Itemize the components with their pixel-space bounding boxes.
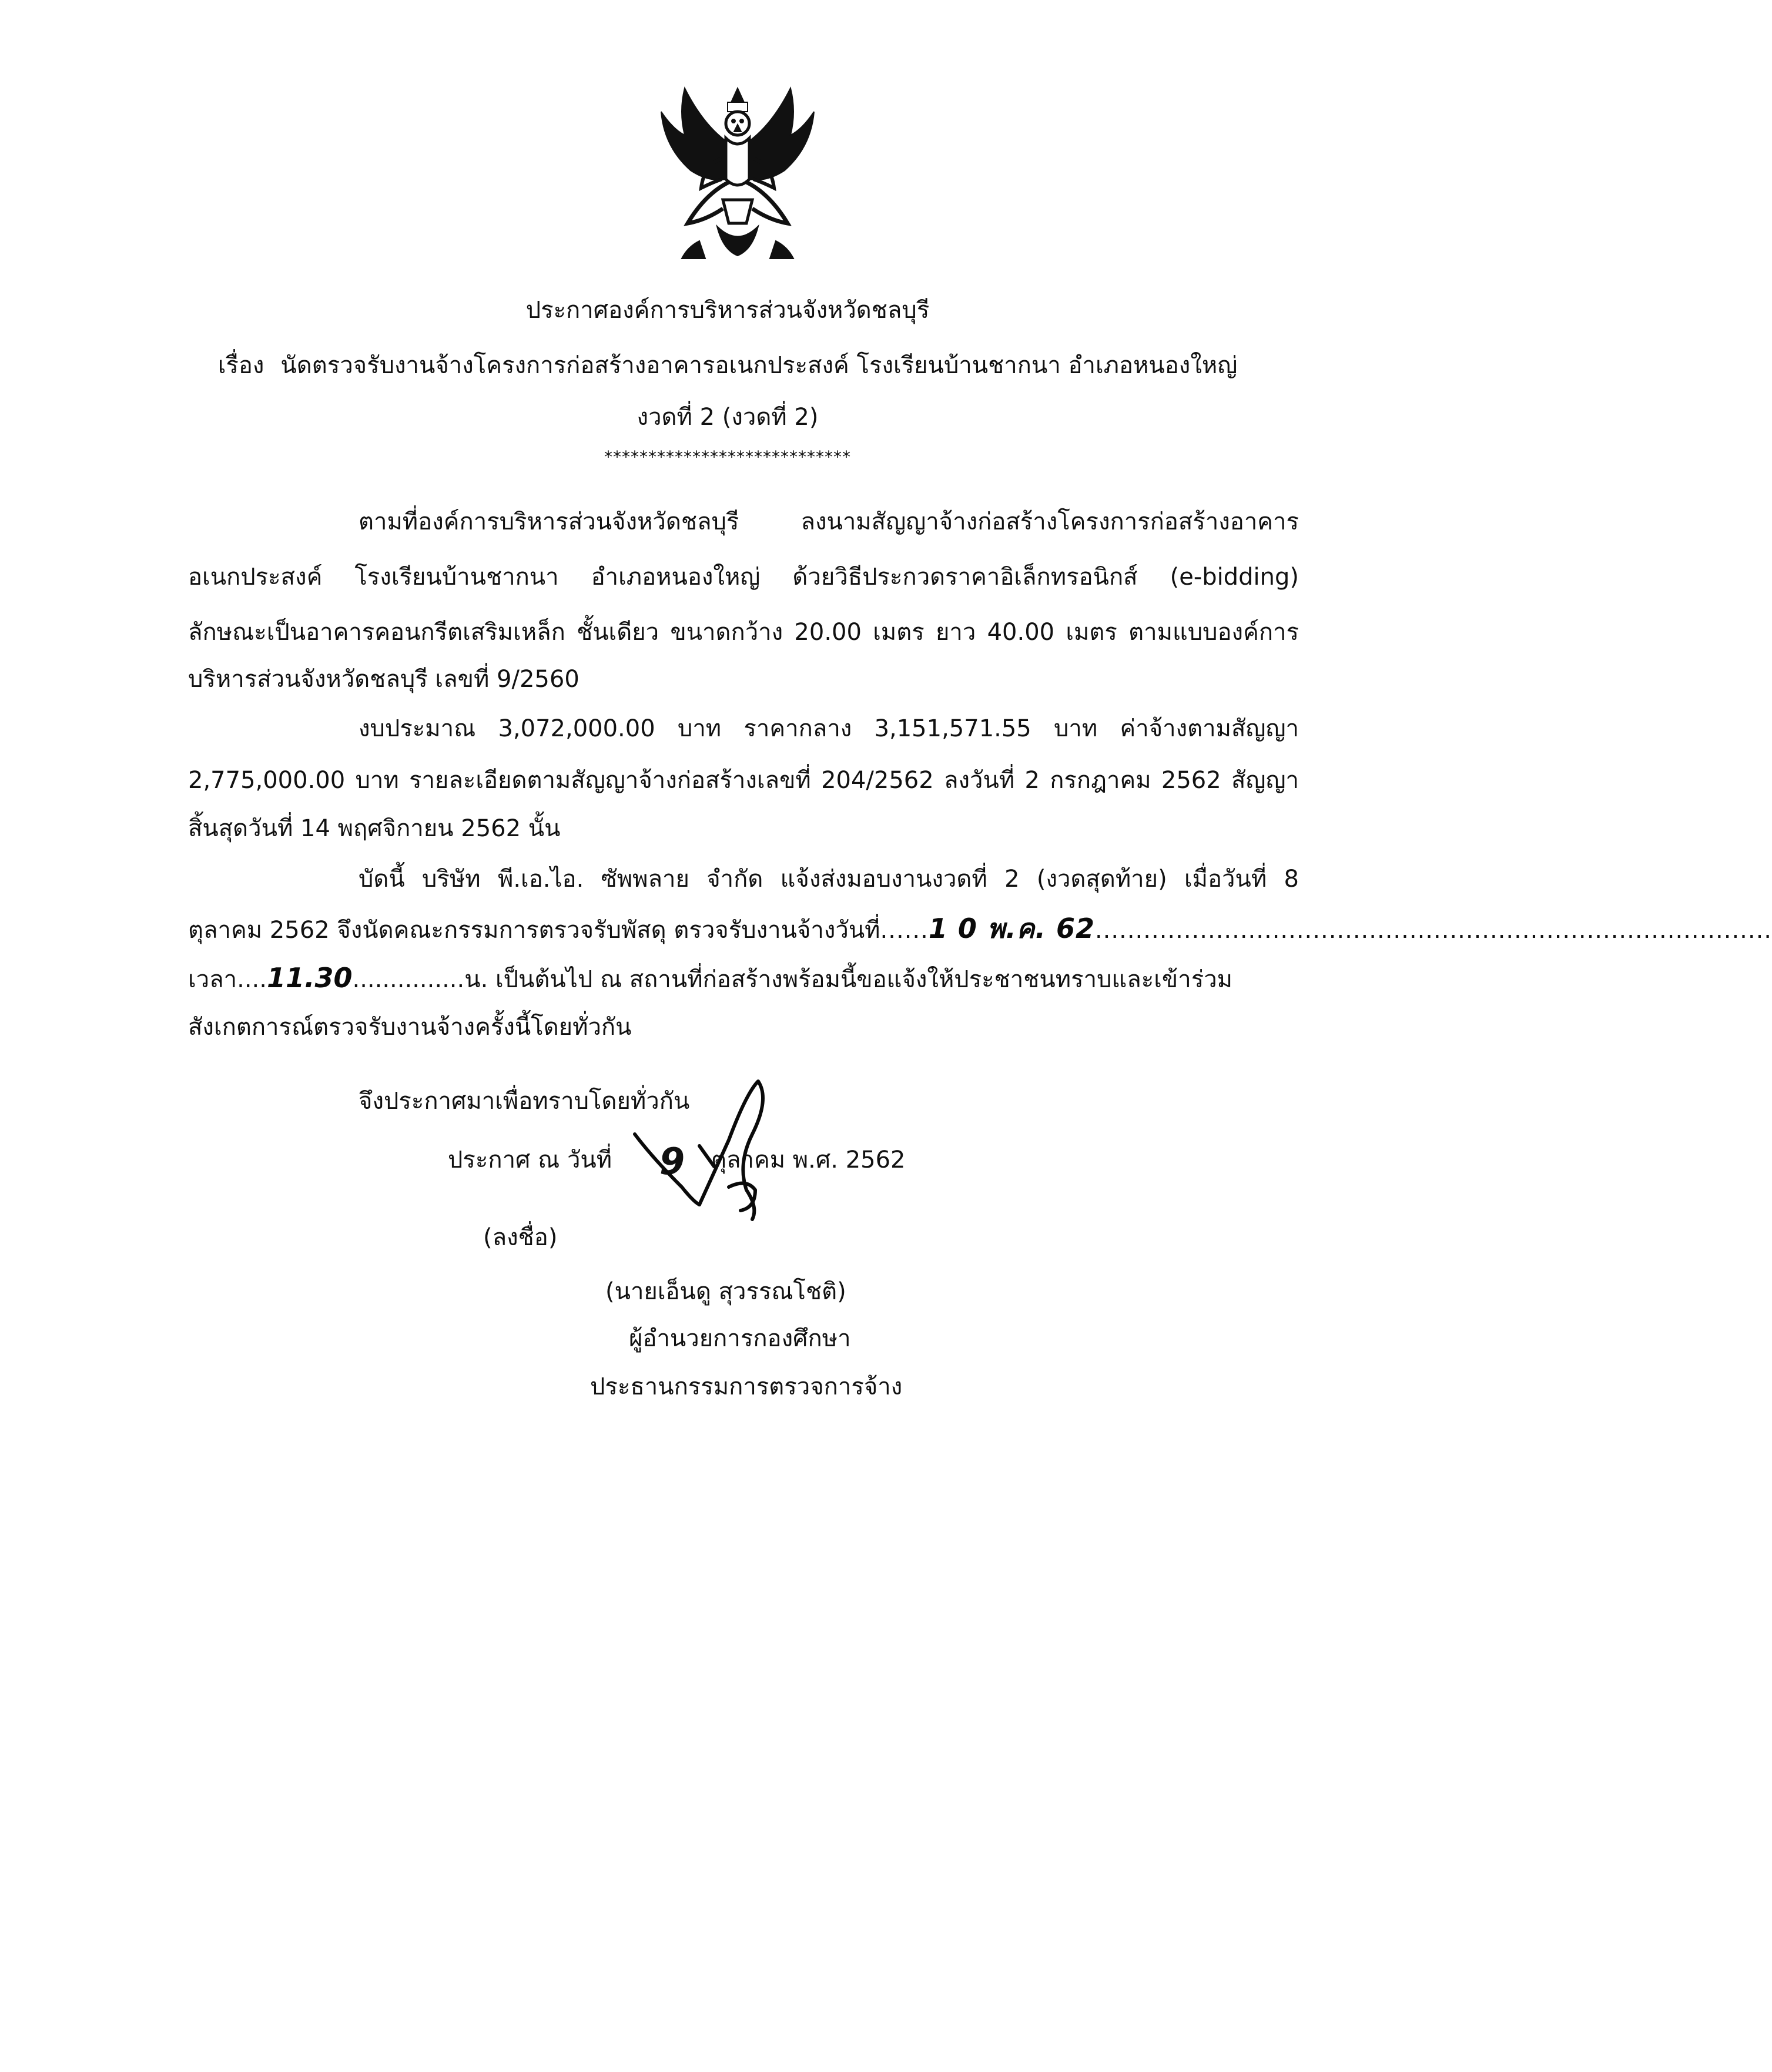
p1-line-2: อเนกประสงค์ โรงเรียนบ้านชากนา อำเภอหนองใหญ่ ด้วยวิธีประกวดราคาอิเล็กทรอนิกส์ (e-bidding) xyxy=(188,564,1299,591)
date-suffix: ตุลาคม พ.ศ. 2562 xyxy=(711,1146,906,1174)
handwritten-inspection-time: 11.30 xyxy=(266,962,353,994)
p1-line-1: ตามที่องค์การบริหารส่วนจังหวัดชลบุรี ลงนามสัญญาจ้างก่อสร้างโครงการก่อสร้างอาคาร xyxy=(359,508,1299,535)
handwritten-inspection-date: 1 0 พ.ค. 62 xyxy=(928,913,1095,944)
p2-line-3: สิ้นสุดวันที่ 14 พฤศจิกายน 2562 นั้น xyxy=(188,815,561,842)
date-prefix: ประกาศ ณ วันที่ xyxy=(448,1146,612,1174)
announcement-subject xyxy=(0,348,1455,383)
signer-role: ประธานกรรมการตรวจการจ้าง xyxy=(590,1373,903,1400)
subject-label: เรื่อง xyxy=(217,352,264,379)
p3-line-3 xyxy=(188,960,1299,997)
time-label: เวลา xyxy=(188,966,237,993)
p3-line-2 xyxy=(188,911,1772,948)
subject-text: นัดตรวจรับงานจ้างโครงการก่อสร้างอาคารอเนกประสงค์ โรงเรียนบ้านชากนา อำเภอหนองใหญ่ xyxy=(280,352,1238,379)
fill-in-date: ......1 0 พ.ค. 62.................................................................................... xyxy=(880,913,1772,944)
signed-label: (ลงชื่อ) xyxy=(483,1224,558,1251)
separator-stars: **************************** xyxy=(604,447,851,467)
announcement-title: ประกาศองค์การบริหารส่วนจังหวัดชลบุรี xyxy=(525,297,930,324)
handwritten-date-day: 9 xyxy=(659,1140,685,1183)
p3-line-2-text: ตุลาคม 2562 จึงนัดคณะกรรมการตรวจรับพัสดุ ตรวจรับงานจ้างวันที่ xyxy=(188,917,880,944)
p3-line-4: สังเกตการณ์ตรวจรับงานจ้างครั้งนี้โดยทั่วกัน xyxy=(188,1014,632,1041)
p2-line-2: 2,775,000.00 บาท รายละเอียดตามสัญญาจ้างก่อสร้างเลขที่ 204/2562 ลงวันที่ 2 กรกฎาคม 2562 สัญญา xyxy=(188,767,1299,794)
closing-announce: จึงประกาศมาเพื่อทราบโดยทั่วกัน xyxy=(359,1088,690,1115)
p1-line-3: ลักษณะเป็นอาคารคอนกรีตเสริมเหล็ก ชั้นเดียว ขนาดกว้าง 20.00 เมตร ยาว 40.00 เมตร ตามแบบองค์การ xyxy=(188,619,1299,646)
installment-line: งวดที่ 2 (งวดที่ 2) xyxy=(637,404,819,431)
p3-line-1: บัดนี้ บริษัท พี.เอ.ไอ. ซัพพลาย จำกัด แจ้งส่งมอบงานงวดที่ 2 (งวดสุดท้าย) เมื่อวันที่ 8 xyxy=(359,866,1299,893)
signer-position: ผู้อำนวยการกองศึกษา xyxy=(629,1325,851,1352)
fill-in-time: ....11.30............... xyxy=(237,962,465,994)
p3-line-3-text: น. เป็นต้นไป ณ สถานที่ก่อสร้างพร้อมนี้ขอแจ้งให้ประชาชนทราบและเข้าร่วม xyxy=(464,966,1233,993)
garuda-emblem-icon xyxy=(652,82,823,264)
p1-line-4: บริหารส่วนจังหวัดชลบุรี เลขที่ 9/2560 xyxy=(188,666,579,693)
p2-line-1: งบประมาณ 3,072,000.00 บาท ราคากลาง 3,151,571.55 บาท ค่าจ้างตามสัญญา xyxy=(359,715,1299,742)
handwritten-signature xyxy=(611,1069,805,1246)
signer-name: (นายเอ็นดู สุวรรณโชติ) xyxy=(605,1278,846,1305)
